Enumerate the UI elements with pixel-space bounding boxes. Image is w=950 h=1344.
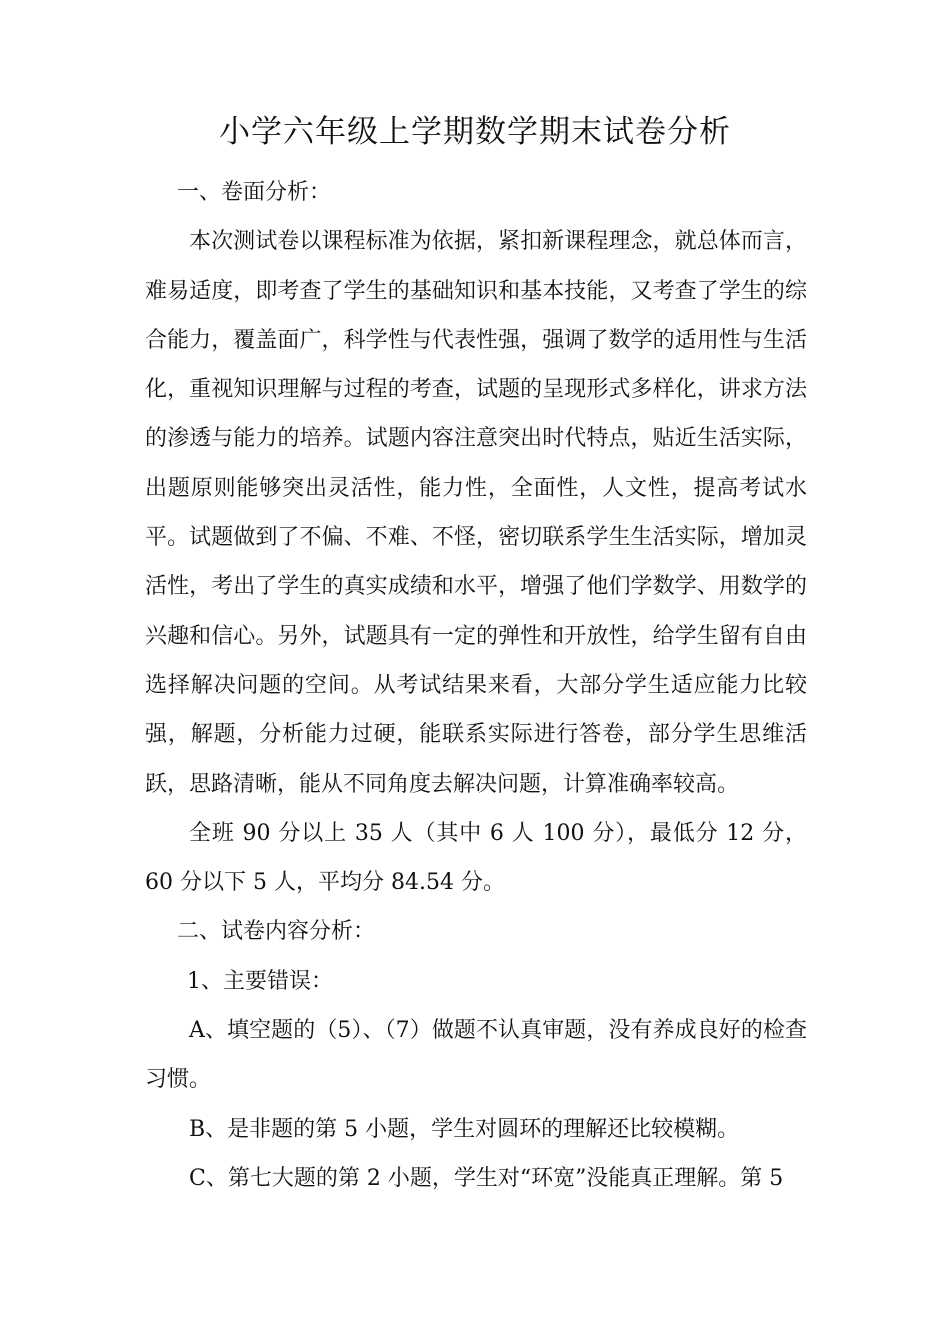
section-heading-2: 二、试卷内容分析：	[177, 919, 376, 945]
error-item-c: C、第七大题的第 2 小题，学生对“环宽”没能真正理解。第 5	[189, 1165, 784, 1191]
section-heading-1: 一、卷面分析：	[177, 180, 332, 205]
document-body	[145, 168, 807, 1203]
document-title: 小学六年级上学期数学期末试卷分析	[219, 114, 731, 150]
subheading-main-errors: 1、主要错误：	[187, 968, 333, 994]
error-item-b: B、是非题的第 5 小题，学生对圆环的理解还比较模糊。	[189, 1116, 740, 1142]
paragraph-overview: 本次测试卷以课程标准为依据，紧扣新课程理念，就总体而言，难易适度，即考查了学生的基础知识和基本技能，又考查了学生的综合能力，覆盖面广，科学性与代表性强，强调了数学的适用性与生活化，重视知识理解与过程的考查，试题的呈现形式多样化，讲求方法的渗透与能力的培养。试题内容注意突出时代特点，贴近生活实际，出题原则能够突出灵活性，能力性，全面性，人文性，提高考试水平。试题做到了不偏、不难、不怪，密切联系学生生活实际，增加灵活性，考出了学生的真实成绩和水平，增强了他们学数学、用数学的兴趣和信心。另外，试题具有一定的弹性和开放性，给学生留有自由选择解决问题的空间。从考试结果来看，大部分学生适应能力比较强，解题，分析能力过硬，能联系实际进行答卷，部分学生思维活跃，思路清晰，能从不同角度去解决问题，计算准确率较高。	[145, 229, 807, 797]
paragraph-scores: 全班 90 分以上 35 人（其中 6 人 100 分），最低分 12 分，60 分以下 5 人，平均分 84.54 分。	[145, 820, 807, 896]
error-item-a: A、填空题的（5）、（7）做题不认真审题，没有养成良好的检查习惯。	[145, 1018, 807, 1093]
